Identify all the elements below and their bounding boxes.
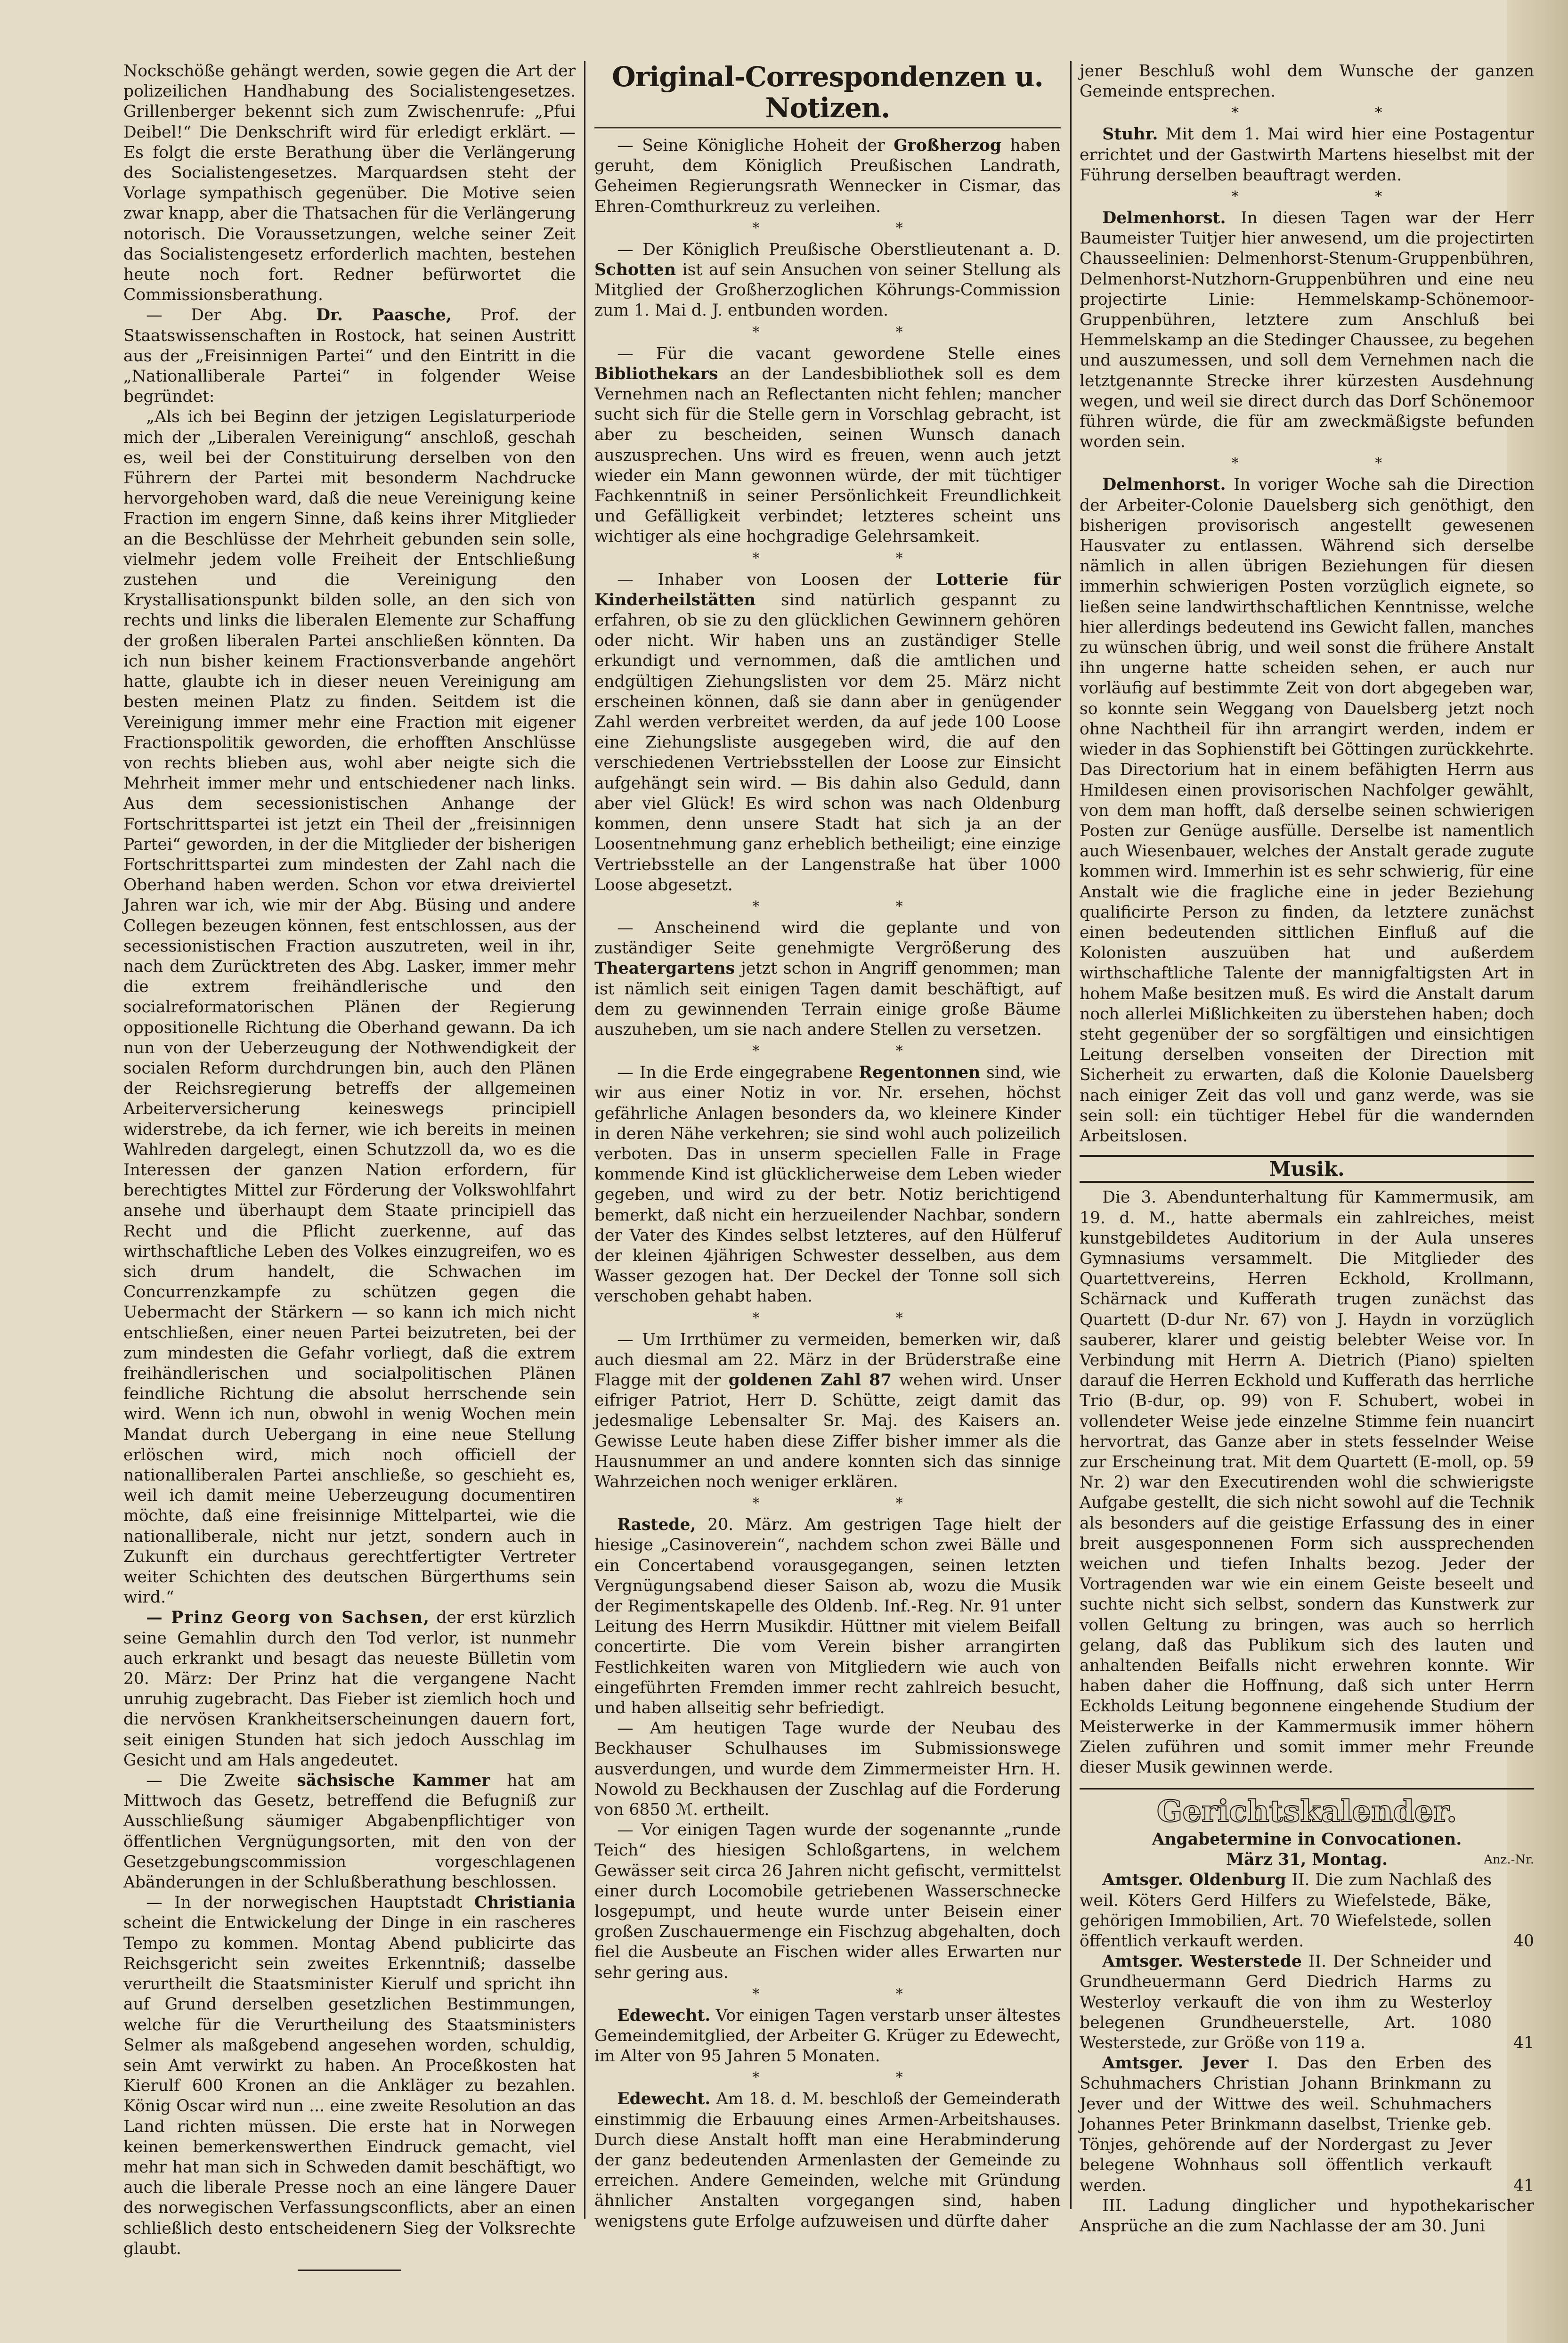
name-saechsische-kammer: sächsische Kammer xyxy=(297,1771,490,1790)
article-saechsische-kammer: — Die Zweite sächsische Kammer hat am Mittwoch das Gesetz, betreffend die Befugniß zur Ausschließung säumiger Abgabenpflichtiger von öffentlichen Vergnügungsorten, mit den von der Gesetzgebungscommission vorgeschlagenen Abänderungen in der Schlußberathung beschlossen. xyxy=(123,1771,576,1892)
article-paasche-quote: „Als ich bei Beginn der jetzigen Legislaturperiode mich der „Liberalen Vereinigung“ anschloß, geschah es, weil bei der Constituirung derselben von den Führern der Partei mit besonderm Nachdrucke hervorgehoben ward, daß die neue Vereinigung keine Fraction im engern Sinne, daß keins ihrer Mitglieder an die Beschlüsse der Mehrheit gebunden sein solle, vielmehr jedem volle Freiheit der Entschließung zustehen und die Vereinigung den Krystallisationspunkt bilden solle, an den sich von rechts und links die liberalen Elemente zur Schaffung der großen liberalen Partei anschließen könnten. Da ich nun bisher keinem Fractionsverbande angehört hatte, glaubte ich in dieser neuen Vereinigung am besten meinen Platz zu finden. Seitdem ist die Vereinigung immer mehr eine Fraction mit eigener Fractionspolitik geworden, die erhofften Anschlüsse von rechts blieben aus, wohl aber neigte sich die Mehrheit immer mehr und entschiedener nach links. Aus dem secessionistischen Anhange der Fortschrittspartei ist jetzt ein Theil der „freisinnigen Partei“ geworden, in der die Mitglieder der bisherigen Fortschrittspartei zum mindesten der Zahl nach die Oberhand haben werden. Schon vor etwa dreiviertel Jahren war ich, wie mir der Abg. Büsing und andere Collegen bezeugen können, fest entschlossen, aus der secessionistischen Fraction auszutreten, weil in ihr, nach dem Zurücktreten des Abg. Lasker, immer mehr die extrem freihändlerische und den socialreformatorischen Plänen der Regierung oppositionelle Richtung die Oberhand gewann. Da ich nun von der Ueberzeugung der Nothwendigkeit der socialen Reform durchdrungen bin, auch den Plänen der Reichsregierung betreffs der allgemeinen Arbeiterversicherung keineswegs principiell widerstrebe, da ich ferner, wie ich bereits in meinen Wahlreden dargelegt, einen Schutzzoll da, wo es die Interessen der ganzen Nation erfordern, für berechtigtes Mittel zur Förderung der Volkswohlfahrt ansehe und überhaupt dem Staate principiell das Recht und die Pflicht zuerkenne, auf das wirthschaftliche Leben des Volkes einzugreifen, wo es sich drum handelt, die Schwachen im Concurrenzkampfe zu schützen gegen die Uebermacht der Stärkern — so kann ich mich nicht entschließen, einer neuen Partei beizutreten, bei der zum mindesten die Gefahr vorliegt, daß die extrem freihändlerischen und socialpolitischen Plänen feindliche Richtung die absolut herrschende sein wird. Wenn ich nun, obwohl in wenig Wochen mein Mandat durch Uebergang in eine neue Stellung erlöschen wird, mich noch officiell der nationalliberalen Partei anschließe, so geschieht es, weil ich damit meine Ueberzeugung documentiren möchte, daß eine freisinnige Mittelpartei, wie die nationalliberale, nicht nur jetzt, sondern auch in Zukunft ein durchaus gerechtfertigter Vertreter weiter Schichten des deutschen Bürgerthums sein wird.“ xyxy=(123,407,576,1607)
separator-stars: * * xyxy=(1231,105,1448,122)
article-christiania: — In der norwegischen Hauptstadt Christiania scheint die Entwickelung der Dinge in ein rascheres Tempo zu kommen. Montag Abend publicirte das Reichsgericht sein zweites Erkenntniß; dasselbe verurtheilt die Staatsminister Kierulf und spricht ihn auf Grund derselben gesetzlichen Bestimmungen, welche für die Verurtheilung des Staatsministers Selmer als maßgebend angesehen worden, schuldig, sein Amt verwirkt zu haben. An Proceßkosten hat Kierulf 600 Kronen an die Ankläger zu bezahlen. König Oscar wird nun ... eine zweite Resolution an das Land richten müssen. Die erste hat in Norwegen keinen bemerkenswerthen Eindruck gemacht, viel mehr hat man sich in Schweden damit beschäftigt, wo auch die liberale Presse noch an eine längere Dauer des norwegischen Verfassungsconflicts, aber an einen schließlich desto entscheidenern Sieg der Volksrechte glaubt. xyxy=(123,1893,576,2258)
court-date: März 31, Montag. Anz.-Nr. xyxy=(1080,1850,1534,1870)
name-christiania: Christiania xyxy=(474,1893,576,1912)
column-rule-left xyxy=(584,61,585,2219)
notice-delmenhorst-2: Delmenhorst. In voriger Woche sah die Direction der Arbeiter-Colonie Dauelsberg sich genöthigt, den bisherigen provisorisch angestellt gewesenen Hausvater zu entlassen. Während sich derselbe nämlich in allen übrigen Beziehungen für diesen immerhin schwierigen Posten vorzüglich eignete, so ließen seine landwirthschaftlichen Kenntnisse, welche hier allerdings bedeutend ins Gewicht fallen, manches zu wünschen übrig, und weil sonst die frühere Anstalt ihn ungerne hatte scheiden sehen, er auch nur vorläufig auf bestimmte Zeit von dort abgegeben war, so konnte sein Weggang von Dauelsberg jetzt noch ohne Nachtheil für ihn arrangirt werden, indem er wieder in das Sophienstift bei Göttingen zurückkehrte. Das Directorium hat in einem befähigten Herrn aus Hmildesen einen provisorischen Nachfolger gewählt, von dem man hofft, daß derselbe seinen schwierigen Posten zur Genüge ausfülle. Derselbe ist namentlich auch Wiesenbauer, welches der Anstalt gerade zugute kommen wird. Immerhin ist es sehr schwierig, für eine Anstalt wie die fragliche eine in jeder Beziehung qualificirte Person zu finden, da letztere zunächst einen bedeutenden sittlichen Einfluß auf die Kolonisten auszuüben hat und außerdem wirthschaftliche Talente der mannigfaltigsten Art in hohem Maße besitzen muß. Es wird die Anstalt darum noch allerlei Mißlichkeiten zu überstehen haben; doch steht gegenüber der so sorgfältigen und einsichtigen Leitung derselben vonseiten der Direction mit Sicherheit zu erwarten, daß die Kolonie Dauelsberg nach einiger Zeit das voll und ganz werde, was sie sein soll: ein tüchtiger Hebel für die wandernden Arbeitslosen. xyxy=(1080,475,1534,1146)
notice-regentonnen: — In die Erde eingegrabene Regentonnen sind, wie wir aus einer Notiz in vor. Nr. ersehen, höchst gefährliche Anlagen besonders da, wo kleinere Kinder in deren Nähe verkehren; sie sind wohl auch polizeilich verboten. Das in unserm speciellen Falle in Frage kommende Kind ist glücklicherweise dem Leben wieder gegeben, und wird zu der betr. Notiz berichtigend bemerkt, daß nicht ein herzueilender Nachbar, sondern der Vater des Kindes selbst letzteres, auf den Hülferuf der kleinen 4jährigen Schwester desselben, aus dem Wasser gezogen hat. Der Deckel der Tonne soll sich verschoben gehabt haben. xyxy=(594,1063,1061,1306)
separator-stars: * * xyxy=(752,220,969,236)
entry-number: 41 xyxy=(1513,2034,1534,2053)
section-heading-correspondenzen: Original-Correspondenzen u. Notizen. xyxy=(594,61,1061,129)
notice-bibliothekar: — Für die vacant gewordene Stelle eines Bibliothekars an der Landesbibliothek soll es dem Vernehmen nach an Reflectanten nicht fehlen; mancher sucht sich für die Stelle gern in Vorschlag gebracht, ist aber zu bescheiden, seinen Wunsch danach auszusprechen. Uns wird es freuen, wenn auch jetzt wieder ein Mann gewonnen würde, der mit tüchtiger Fachkenntniß in seiner Persönlichkeit Freundlichkeit und Gefälligkeit verbindet; letzteres scheint uns wichtiger als eine hochgradige Gelehrsamkeit. xyxy=(594,344,1061,546)
notice-edewecht-2: Edewecht. Am 18. d. M. beschloß der Gemeinderath einstimmig die Erbauung eines Armen-Arbeitshauses. Durch diese Anstalt hofft man eine Herabminderung der ganz bedeutenden Armenlasten der Gemeinde zu erreichen. Andere Gemeinden, welche mit Gründung ähnlicher Anstalten vorgegangen sind, haben wenigstens gute Erfolge aufzuweisen und dürfte daher xyxy=(594,2090,1061,2231)
column-middle xyxy=(594,61,1061,2232)
notice-rastede: Rastede, 20. März. Am gestrigen Tage hielt der hiesige „Casinoverein“, nachdem schon zwei Bälle und ein Concertabend vorausgegangen, seinen letzten Vergnügungsabend dieser Saison ab, wozu die Musik der Regimentskapelle des Oldenb. Inf.-Reg. Nr. 91 unter Leitung des Herrn Musikdir. Hüttner mit vielem Beifall concertirte. Die vom Verein bisher arrangirten Festlichkeiten waren von Mitgliedern wie auch von eingeführten Fremden immer recht zahlreich besucht, und haben allseitig sehr befriedigt. xyxy=(594,1515,1061,1718)
separator-stars: * * xyxy=(752,550,969,567)
article-continuation: Nockschöße gehängt werden, sowie gegen die Art der polizeilichen Handhabung des Socialistengesetzes. Grillenberger bekennt sich zum Zwischenrufe: „Pfui Deibel!“ Die Denkschrift wird für erledigt erklärt. — Es folgt die erste Berathung über die Verlängerung des Socialistengesetzes. Marquardsen steht der Vorlage sympathisch gegenüber. Die Motive seien zwar knapp, aber die Thatsachen für die Verlängerung notorisch. Die Voraussetzungen, welche seiner Zeit das Socialistengesetz erforderlich machten, bestehen heute noch fort. Redner befürwortet die Commissionsberathung. xyxy=(123,62,576,305)
column-left xyxy=(123,61,576,2271)
notice-schotten: — Der Königlich Preußische Oberstlieutenant a. D. Schotten ist auf sein Ansuchen von seiner Stellung als Mitglied der Großherzoglichen Köhrungs-Commission zum 1. Mai d. J. entbunden worden. xyxy=(594,240,1061,320)
separator-stars: * * xyxy=(752,898,969,915)
separator-stars: * * xyxy=(752,1985,969,2002)
end-rule xyxy=(298,2270,401,2271)
notice-runder-teich: — Vor einigen Tagen wurde der sogenannte „runde Teich“ des hiesigen Schloßgartens, in welchem Gewässer seit circa 26 Jahren nicht gefischt, vermittelst einer durch Locomobile getriebenen Wasserschnecke losgepumpt, und heute wurde unter Beisein einer großen Zuschauermenge ein Fischzug abgehalten, doch fiel die Ausbeute an Fischen wider alles Erwarten nur sehr gering aus. xyxy=(594,1821,1061,1982)
entry-number: 40 xyxy=(1513,1932,1534,1951)
court-subheading: Angabetermine in Convocationen. xyxy=(1152,1830,1462,1849)
separator-stars: * * xyxy=(1231,455,1448,472)
separator-stars: * * xyxy=(752,2069,969,2086)
anz-nr-label: Anz.-Nr. xyxy=(1484,1853,1534,1867)
notice-zahl-87: — Um Irrthümer zu vermeiden, bemerken wir, daß auch diesmal am 22. März in der Brüderstraße eine Flagge mit der goldenen Zahl 87 wehen wird. Unser eifriger Patriot, Herr D. Schütte, zeigt damit das jedesmalige Lebensalter Sr. Maj. des Kaisers an. Gewisse Leute haben diese Ziffer bisher immer als die Hausnummer an und andere konnten sich das sinnige Wahrzeichen noch weniger erklären. xyxy=(594,1330,1061,1491)
separator-stars: * * xyxy=(752,1495,969,1512)
court-entry: Amtsger. Westerstede II. Der Schneider und Grundheuermann Gerd Diedrich Harms zu Westerloy verkauft die von ihm zu Westerloy belegenen Grundheuerstelle, Art. 1080 Westerstede, zur Größe von 119 a. 41 xyxy=(1080,1952,1534,2053)
article-kammermusik: Die 3. Abendunterhaltung für Kammermusik, am 19. d. M., hatte abermals ein zahlreiches, meist kunstgebildetes Auditorium in der Aula unseres Gymnasiums versammelt. Die Mitglieder des Quartettvereins, Herren Eckhold, Krollmann, Schärnack und Kufferath trugen zunächst das Quartett (D-dur Nr. 67) von J. Haydn in vorzüglich sauberer, klarer und geistig belebter Weise vor. In Verbindung mit Herrn A. Dietrich (Piano) spielten darauf die Herren Eckhold und Kufferath das herrliche Trio (B-dur, op. 99) von F. Schubert, wobei in vollendeter Weise jede einzelne Stimme fein nuancirt hervortrat, das Ganze aber in stets fesselnder Weise zur Erscheinung trat. Mit dem Quartett (E-moll, op. 59 Nr. 2) war den Executirenden wohl die schwierigste Aufgabe gestellt, die sich nicht sowohl auf die Technik als besonders auf die geistige Erfassung des in einer breit ausgesponnenen Form sich aussprechenden weichen und tiefen Inhalts bezog. Jeder der Vortragenden war wie ein einem Geiste beseelt und suchte nicht sich selbst, sondern das Kunstwerk zur vollen Geltung zu bringen, was auch so herrlich gelang, daß das Publikum sich des lauten und anhaltenden Beifalls nicht erwehren konnte. Wir haben daher die Hoffnung, daß sich unter Herrn Eckholds Leitung begonnene eingehende Studium der Meisterwerke in der Kammermusik immer höhern Zielen zuführen und somit immer mehr Freunde dieser Musik gewinnen werde. xyxy=(1080,1188,1534,1777)
notice-stuhr: Stuhr. Mit dem 1. Mai wird hier eine Postagentur errichtet und der Gastwirth Martens hieselbst mit der Führung derselben beauftragt werden. xyxy=(1080,125,1534,185)
name-paasche: Dr. Paasche, xyxy=(316,306,452,325)
section-heading-musik: Musik. xyxy=(1080,1155,1534,1183)
section-heading-gerichtskalender: Gerichtskalender. xyxy=(1080,1788,1534,1829)
notice-beckhausen: — Am heutigen Tage wurde der Neubau des Beckhauser Schulhauses im Submissionswege ausverdungen, und wurde dem Zimmermeister Hrn. H. Nowold zu Beckhausen der Zuschlag auf die Forderung von 6850 ℳ. ertheilt. xyxy=(594,1719,1061,1820)
column-right xyxy=(1080,61,1534,2237)
court-entry: Amtsger. Oldenburg II. Die zum Nachlaß des weil. Köters Gerd Hilfers zu Wiefelstede, Bäke, gehörigen Immobilien, Art. 70 Wiefelstede, sollen öffentlich verkauft werden. 40 xyxy=(1080,1870,1534,1952)
article-paasche: — Der Abg. Dr. Paasche, Prof. der Staatswissenschaften in Rostock, hat seinen Austritt aus der „Freisinnigen Partei“ und den Eintritt in die „Nationalliberale Partei“ in folgender Weise begründet: xyxy=(123,306,576,407)
notice-edewecht-1: Edewecht. Vor einigen Tagen verstarb unser ältestes Gemeindemitglied, der Arbeiter G. Krüger zu Edewecht, im Alter von 95 Jahren 5 Monaten. xyxy=(594,2006,1061,2066)
separator-stars: * * xyxy=(752,1043,969,1060)
separator-stars: * * xyxy=(1231,188,1448,205)
entry-number: 41 xyxy=(1513,2176,1534,2195)
name-prinz-georg: — Prinz Georg von Sachsen, xyxy=(146,1608,431,1627)
court-entry-ladung: III. Ladung dinglicher und hypothekarischer Ansprüche an die zum Nachlasse der am 30. Juni xyxy=(1080,2196,1534,2236)
notice-grossherzog: — Seine Königliche Hoheit der Großherzog haben geruht, dem Königlich Preußischen Landrath, Geheimen Regierungsrath Wennecker in Cismar, das Ehren-Comthurkreuz zu verleihen. xyxy=(594,136,1061,216)
article-prinz-georg: — Prinz Georg von Sachsen, der erst kürzlich seine Gemahlin durch den Tod verlor, ist nunmehr auch erkrankt und besagt das neueste Bülletin vom 20. März: Der Prinz hat die vergangene Nacht unruhig zugebracht. Das Fieber ist ziemlich hoch und die nervösen Krankheitserscheinungen dauern fort, seit einigen Stunden hat sich jedoch Ausschlag im Gesicht und am Hals angedeutet. xyxy=(123,1608,576,1770)
notice-lotterie: — Inhaber von Loosen der Lotterie für Kinderheilstätten sind natürlich gespannt zu erfahren, ob sie zu den glücklichen Gewinnern gehören oder nicht. Wir haben uns an zuständiger Stelle erkundigt und vernommen, daß die amtlichen und endgültigen Ziehungslisten vor dem 25. März nicht erscheinen können, daß sie dann aber in genügender Zahl werden verbreitet werden, da auf jede 100 Loose eine Ziehungsliste ausgegeben wird, die auf den verschiedenen Vertriebsstellen der Loose zur Einsicht aufgehängt sein wird. — Bis dahin also Geduld, dann aber viel Glück! Es wird schon was nach Oldenburg kommen, denn unsere Stadt hat sich ja an der Loosentnehmung ganz erheblich betheiligt; eine einzige Vertriebsstelle an der Langenstraße hat über 1000 Loose abgesetzt. xyxy=(594,570,1061,895)
separator-stars: * * xyxy=(752,1310,969,1326)
column-rule-right xyxy=(1070,61,1072,2209)
notice-theatergarten: — Anscheinend wird die geplante und von zuständiger Seite genehmigte Vergrößerung des Theatergartens jetzt schon in Angriff genommen; man ist nämlich seit einigen Tagen damit beschäftigt, auf dem zu gewinnenden Terrain einige große Bäume auszuheben, um sie nach andere Stellen zu versetzen. xyxy=(594,918,1061,1039)
notice-edewecht-continuation: jener Beschluß wohl dem Wunsche der ganzen Gemeinde entsprechen. xyxy=(1080,62,1534,101)
separator-stars: * * xyxy=(752,324,969,341)
notice-delmenhorst-1: Delmenhorst. In diesen Tagen war der Herr Baumeister Tuitjer hier anwesend, um die projectirten Chausseelinien: Delmenhorst-Stenum-Gruppenbühren, Delmenhorst-Nutzhorn-Gruppenbühren und eine neu projectirte Linie: Hemmelskamp-Schönemoor-Gruppenbühren, letztere zum Anschluß bei Hemmelskamp an die Stedinger Chaussee, zu begehen und auszumessen, und soll dem Vernehmen nach die letztgenannte Strecke ihrer kürzesten Ausdehnung wegen, und weil sie direct durch das Dorf Schönemoor führen würde, die für am zweckmäßigste befunden worden sein. xyxy=(1080,209,1534,452)
court-entry: Amtsger. Jever I. Das den Erben des Schuhmachers Christian Johann Brinkmann zu Jever und der Wittwe des weil. Schuhmachers Johannes Peter Brinkmann daselbst, Trienke geb. Tönjes, gehörende auf der Nordergast zu Jever belegene Wohnhaus soll öffentlich verkauft werden. 41 xyxy=(1080,2053,1534,2196)
